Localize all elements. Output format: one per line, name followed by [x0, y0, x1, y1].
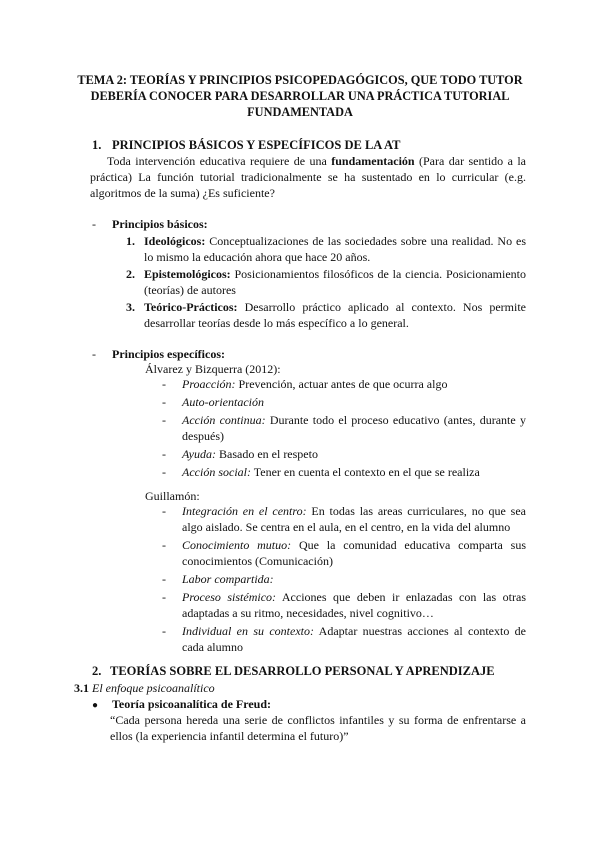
item-term: Proacción: [182, 377, 236, 391]
document-title: TEMA 2: TEORÍAS Y PRINCIPIOS PSICOPEDAGÓGICOS, QUE TODO TUTOR DEBERÍA CONOCER PARA DESARROLLAR UNA PRÁCTICA TUTORIAL FUNDAMENTADA [77, 73, 523, 119]
list-item [126, 233, 526, 265]
item-term: Ideológicos: [144, 234, 206, 248]
item-number: 2. [126, 267, 135, 281]
dash-marker: - [162, 624, 166, 638]
item-number: 3. [126, 300, 135, 314]
item-term: Epistemológicos: [144, 267, 231, 281]
section-2-heading [92, 663, 495, 679]
list-item [162, 571, 526, 587]
list-item [162, 623, 526, 655]
list-item [162, 446, 526, 462]
author-guillamon: Guillamón: [145, 489, 200, 503]
freud-theory-label: Teoría psicoanalítica de Freud: [112, 697, 271, 711]
dash-marker: - [162, 395, 166, 409]
item-term: Integración en el centro: [182, 504, 307, 518]
dash-marker: - [162, 465, 166, 479]
alvarez-principles-list [162, 376, 526, 480]
item-term: Auto-orientación [182, 395, 264, 409]
item-text: Durante todo el proceso educativo (antes, durante y después) [182, 413, 526, 443]
subsection-title: El enfoque psicoanalítico [92, 681, 215, 695]
item-text: Tener en cuenta el contexto en el que se realiza [250, 465, 480, 479]
principios-especificos-label: Principios específicos: [112, 347, 225, 361]
dash-marker: - [162, 447, 166, 461]
dash-marker: - [162, 538, 166, 552]
intro-bold-term: fundamentación [331, 154, 415, 168]
principios-especificos-heading [92, 346, 225, 362]
item-term: Labor compartida: [182, 572, 274, 586]
intro-paragraph [90, 153, 526, 201]
list-item [162, 537, 526, 569]
list-item [126, 266, 526, 298]
item-text: En todas las areas curriculares, no que sea algo aislado. Se centra en el aula, en el centro, en la vida del alumno [182, 504, 526, 534]
dash-marker: - [162, 377, 166, 391]
intro-text-start: Toda intervención educativa requiere de una [107, 154, 332, 168]
item-term: Individual en su contexto: [182, 624, 314, 638]
section-1-heading [92, 137, 401, 153]
list-item [126, 299, 526, 331]
dash-marker: - [162, 413, 166, 427]
bullet-icon: ● [92, 700, 99, 711]
principios-basicos-list [126, 233, 526, 331]
list-item [162, 464, 526, 480]
subsection-3-1-heading [74, 680, 215, 696]
author-alvarez: Álvarez y Bizquerra (2012): [145, 362, 281, 376]
list-item [162, 589, 526, 621]
list-item [162, 394, 526, 410]
intro-text-end: (Para dar sentido a la práctica) La función tutorial tradicionalmente se ha sustentado en lo curricular (e.g. algoritmos de la suma) ¿Es suficiente? [90, 154, 526, 200]
item-text: Acciones que deben ir enlazadas con las otras adaptadas a su ritmo, necesidades, nivel cognitivo… [182, 590, 526, 620]
dash-marker: - [162, 590, 166, 604]
item-term: Teórico-Prácticos: [144, 300, 238, 314]
item-text: Desarrollo práctico aplicado al contexto. Nos permite desarrollar teorías desde lo más específico a lo general. [144, 300, 526, 330]
section-2-title: TEORÍAS SOBRE EL DESARROLLO PERSONAL Y APRENDIZAJE [110, 664, 495, 678]
item-text: Adaptar nuestras acciones al contexto de cada alumno [182, 624, 526, 654]
section-1-number: 1. [92, 138, 102, 152]
item-term: Acción social: [182, 465, 251, 479]
section-1-title: PRINCIPIOS BÁSICOS Y ESPECÍFICOS DE LA AT [112, 138, 401, 152]
list-item [162, 376, 526, 392]
item-text: Basado en el respeto [216, 447, 318, 461]
item-text: Posicionamientos filosóficos de la ciencia. Posicionamiento (teorías) de autores [144, 267, 526, 297]
dash-marker: - [162, 572, 166, 586]
item-term: Acción continua: [182, 413, 266, 427]
item-term: Proceso sistémico: [182, 590, 277, 604]
principios-basicos-heading [92, 216, 208, 232]
item-term: Ayuda: [182, 447, 216, 461]
item-term: Conocimiento mutuo: [182, 538, 292, 552]
list-item [162, 412, 526, 444]
guillamon-principles-list [162, 503, 526, 655]
dash-marker: - [92, 217, 96, 231]
item-text: Prevención, actuar antes de que ocurra algo [235, 377, 448, 391]
item-text: Conceptualizaciones de las sociedades sobre una realidad. No es lo mismo la educación ahora que hace 20 años. [144, 234, 526, 264]
subsection-number: 3.1 [74, 681, 89, 695]
list-item [162, 503, 526, 535]
freud-quote: “Cada persona hereda una serie de conflictos infantiles y su forma de enfrentarse a ellos (la experiencia infantil determina el futuro)” [110, 713, 526, 743]
section-2-number: 2. [92, 664, 102, 678]
item-number: 1. [126, 234, 135, 248]
dash-marker: - [162, 504, 166, 518]
principios-basicos-label: Principios básicos: [112, 217, 208, 231]
dash-marker: - [92, 347, 96, 361]
item-text: Que la comunidad educativa comparta sus conocimientos (Comunicación) [182, 538, 526, 568]
